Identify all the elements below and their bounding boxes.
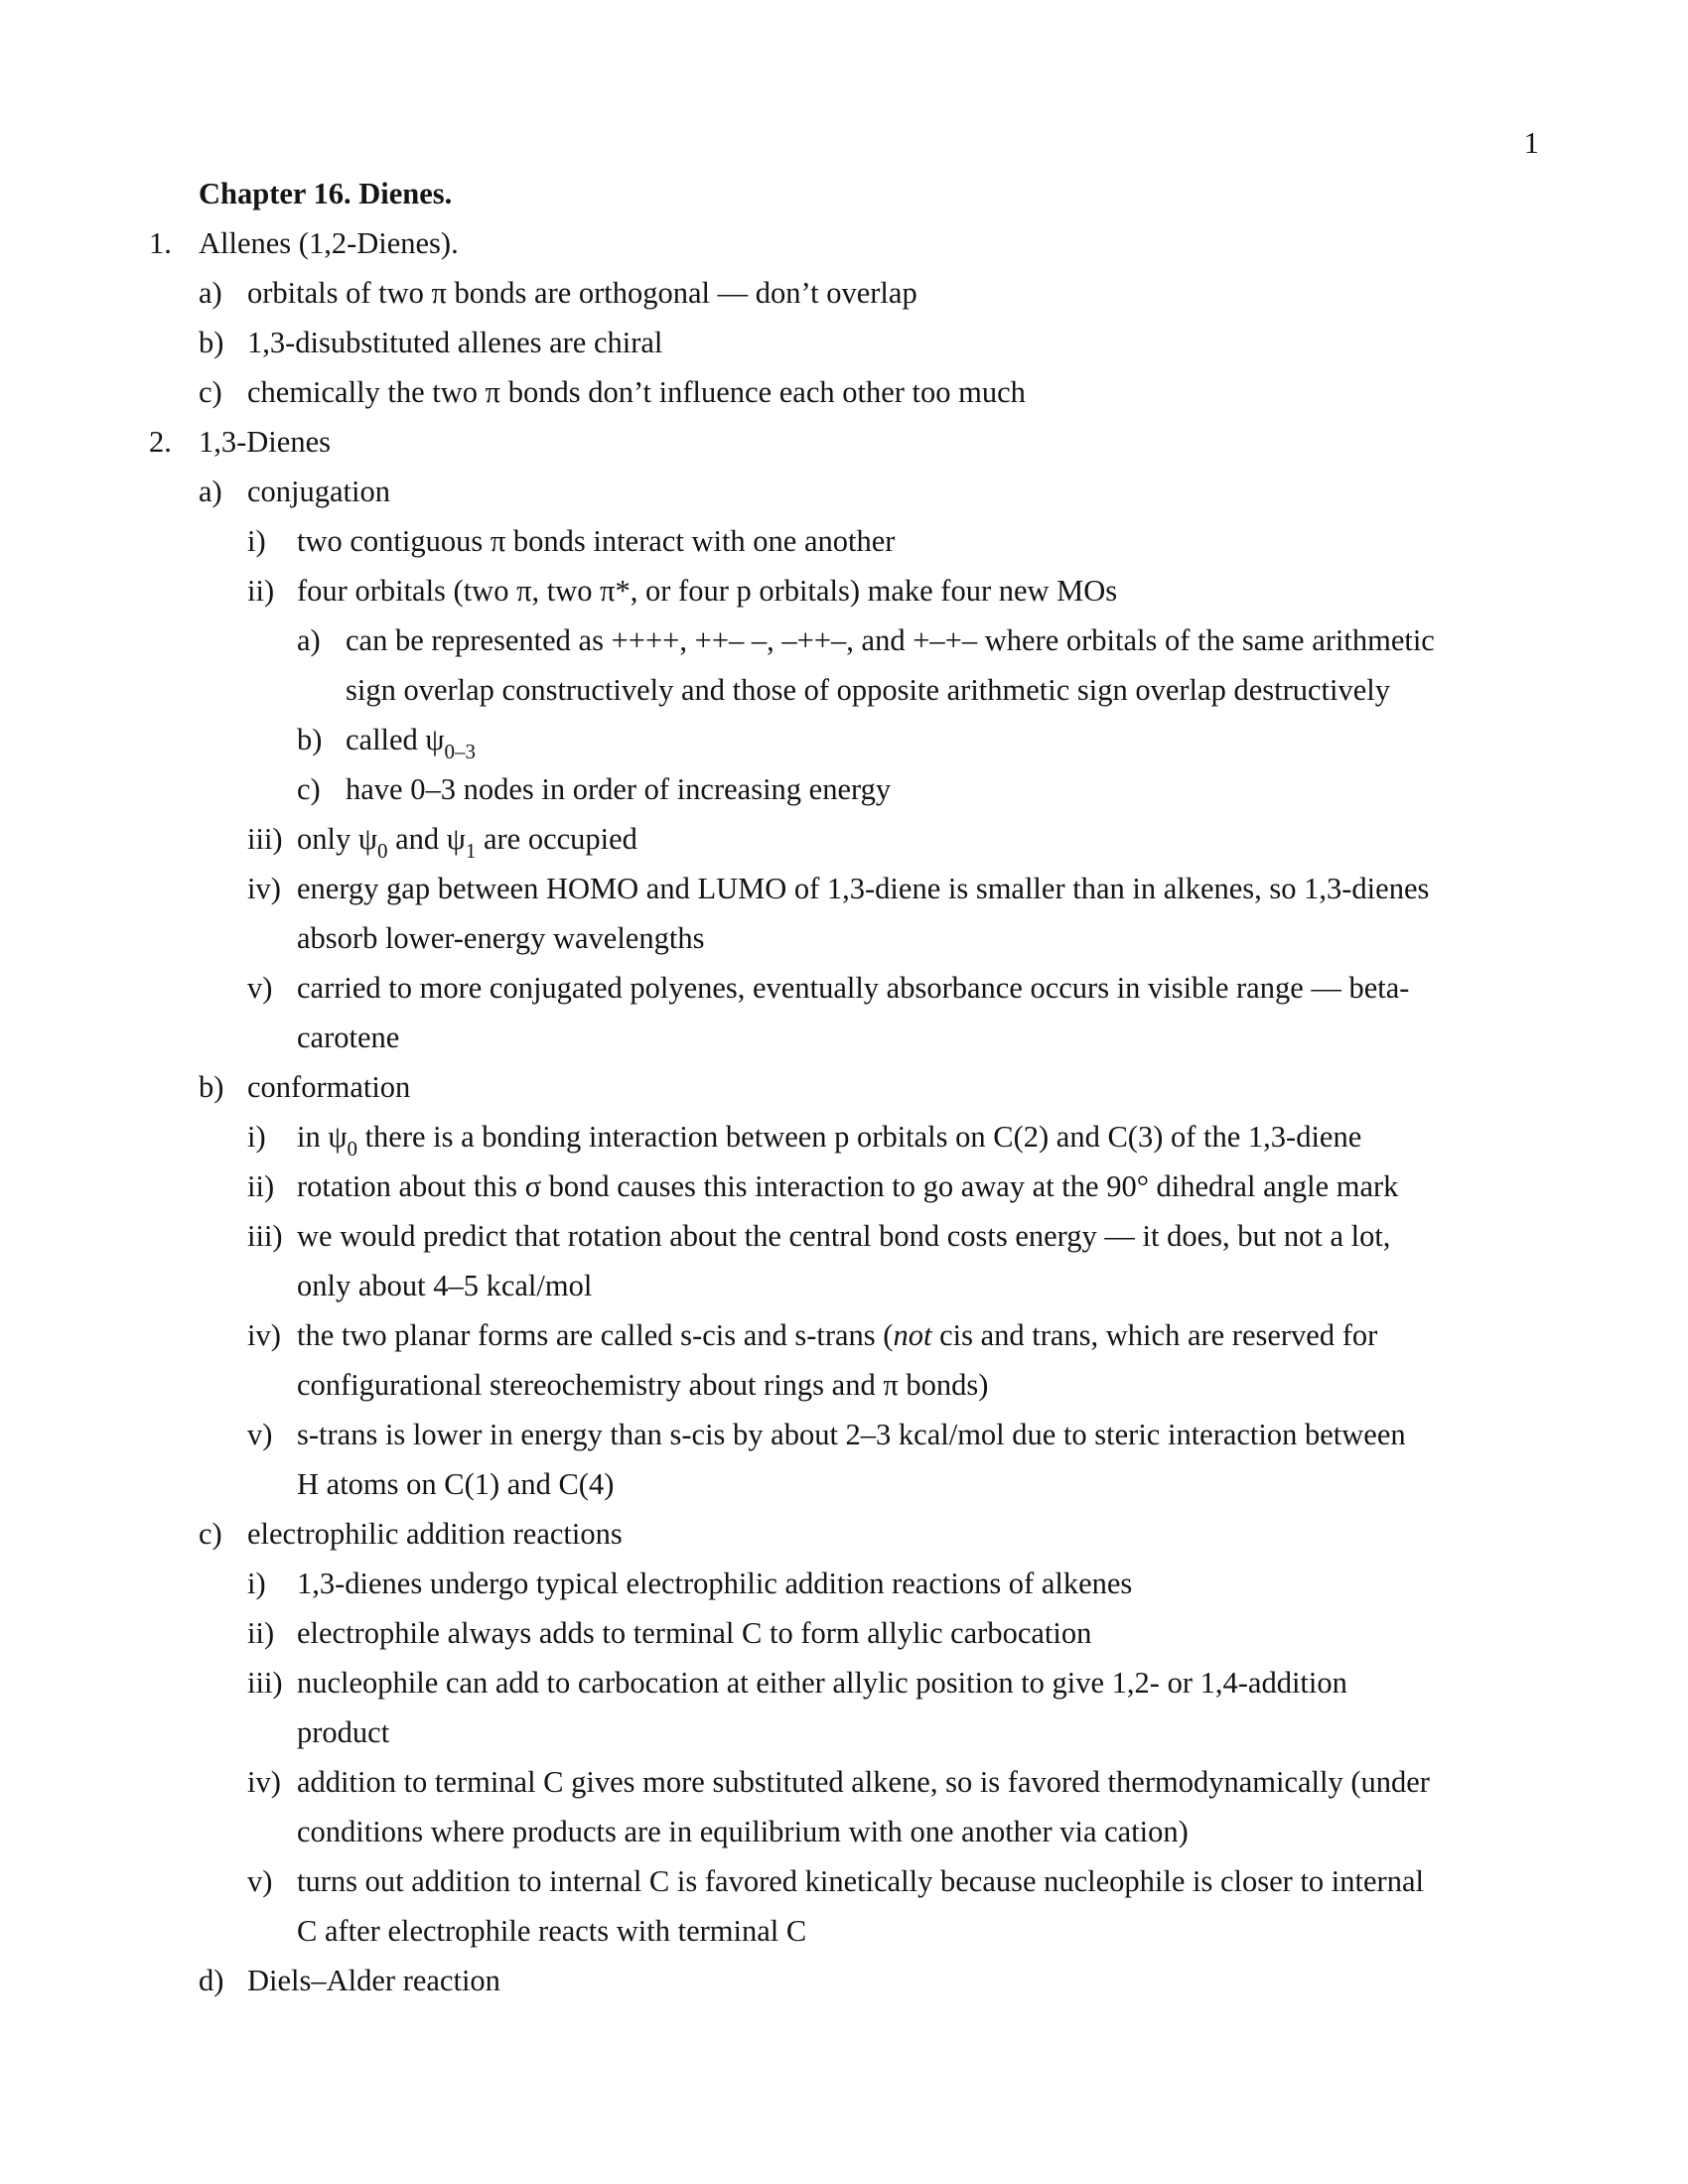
emphasis-text: not (893, 1318, 932, 1352)
outline-item-continuation (297, 1714, 389, 1750)
item-marker: i) (247, 524, 266, 558)
item-text: energy gap between HOMO and LUMO of 1,3-diene is smaller than in alkenes, so 1,3-dienes (297, 872, 1430, 905)
item-marker: ii) (247, 574, 275, 608)
item-text: 1,3-disubstituted allenes are chiral (247, 326, 663, 359)
item-marker: i) (247, 1567, 266, 1600)
item-text: have 0–3 nodes in order of increasing energy (346, 772, 892, 806)
outline-item (247, 374, 1026, 410)
item-marker: b) (199, 326, 224, 359)
item-text: called ψ (346, 723, 445, 756)
item-marker: 2. (149, 425, 172, 459)
item-marker: c) (199, 375, 222, 409)
outline-item (247, 474, 390, 509)
item-marker: iii) (247, 1219, 283, 1253)
item-text: C after electrophile reacts with terminal C (297, 1914, 807, 1948)
outline-item (346, 722, 477, 763)
item-text: sign overlap constructively and those of opposite arithmetic sign overlap destructively (346, 673, 1390, 707)
subscript: 0 (347, 1137, 357, 1160)
outline-item-continuation (297, 1268, 592, 1303)
outline-item-continuation (297, 1020, 399, 1055)
item-text: conjugation (247, 475, 390, 508)
item-marker: iii) (247, 822, 283, 856)
outline-item (297, 1665, 1347, 1701)
item-marker: iii) (247, 1666, 283, 1700)
page-number: 1 (1523, 126, 1539, 160)
outline-item (247, 275, 917, 311)
item-text: absorb lower-energy wavelengths (297, 921, 705, 955)
outline-item (247, 1963, 500, 1998)
item-marker: v) (247, 1418, 273, 1451)
chapter-title: Chapter 16. Dienes. (199, 177, 453, 210)
outline-item (297, 970, 1409, 1006)
outline-item (346, 771, 891, 807)
item-text: there is a bonding interaction between p orbitals on C(2) and C(3) of the 1,3-diene (356, 1120, 1362, 1154)
item-text: chemically the two π bonds don’t influence each other too much (247, 375, 1026, 409)
item-text: are occupied (476, 822, 637, 856)
outline-item (199, 424, 331, 460)
item-marker: c) (297, 772, 321, 806)
outline-item-continuation (297, 1367, 988, 1403)
item-text: Allenes (1,2-Dienes). (199, 226, 459, 260)
outline-item (297, 1218, 1390, 1254)
outline-item (297, 1317, 1377, 1353)
item-text: orbitals of two π bonds are orthogonal — don’t overlap (247, 276, 917, 310)
item-text: rotation about this σ bond causes this interaction to go away at the 90° dihedral angle mark (297, 1169, 1399, 1203)
outline-item (247, 1516, 623, 1552)
subscript: 0–3 (444, 740, 477, 763)
item-text: we would predict that rotation about the central bond costs energy — it does, but not a lot, (297, 1219, 1391, 1253)
item-text: conformation (247, 1070, 411, 1104)
item-text: product (297, 1715, 390, 1749)
item-marker: iv) (247, 1765, 281, 1799)
item-text: H atoms on C(1) and C(4) (297, 1467, 615, 1501)
outline-item (297, 523, 895, 559)
item-marker: iv) (247, 1318, 281, 1352)
item-text: 1,3-dienes undergo typical electrophilic addition reactions of alkenes (297, 1567, 1133, 1600)
item-text: carotene (297, 1021, 400, 1054)
item-text: conditions where products are in equilibrium with one another via cation) (297, 1815, 1189, 1848)
subscript: 1 (465, 839, 477, 863)
item-text: electrophile always adds to terminal C to form allylic carbocation (297, 1616, 1092, 1650)
item-text: and ψ (387, 822, 466, 856)
subscript: 0 (376, 839, 388, 863)
outline-item (247, 325, 662, 360)
outline-item (297, 1615, 1091, 1651)
item-text: the two planar forms are called s-cis and s-trans ( (297, 1318, 894, 1352)
item-text: four orbitals (two π, two π*, or four p orbitals) make four new MOs (297, 574, 1118, 608)
item-marker: v) (247, 1864, 273, 1898)
item-text: 1,3-Dienes (199, 425, 331, 459)
outline-item-continuation (297, 1466, 614, 1502)
item-text: configurational stereochemistry about rings and π bonds) (297, 1368, 989, 1402)
item-marker: a) (297, 623, 321, 657)
outline-item (297, 1566, 1132, 1601)
outline-item-continuation (346, 672, 1390, 708)
outline-item (297, 1119, 1362, 1160)
outline-item (346, 622, 1435, 658)
item-marker: a) (199, 475, 222, 508)
item-text: can be represented as ++++, ++– –, –++–, and +–+– where orbitals of the same arithmetic (346, 623, 1435, 657)
item-text: turns out addition to internal C is favored kinetically because nucleophile is closer to internal (297, 1864, 1424, 1898)
outline-item (297, 1168, 1398, 1204)
outline-item-continuation (297, 1913, 806, 1949)
item-marker: 1. (149, 226, 172, 260)
item-text: electrophilic addition reactions (247, 1517, 623, 1551)
item-text: Diels–Alder reaction (247, 1964, 500, 1997)
item-text: addition to terminal C gives more substituted alkene, so is favored thermodynamically (under (297, 1765, 1430, 1799)
item-text: nucleophile can add to carbocation at either allylic position to give 1,2- or 1,4-addition (297, 1666, 1347, 1700)
item-marker: ii) (247, 1169, 275, 1203)
outline-item (297, 573, 1117, 609)
outline-item-continuation (297, 1814, 1189, 1849)
item-marker: iv) (247, 872, 281, 905)
item-text: s-trans is lower in energy than s-cis by about 2–3 kcal/mol due to steric interaction between (297, 1418, 1406, 1451)
outline-item (297, 1764, 1430, 1800)
outline-item (297, 821, 637, 863)
item-text: in ψ (297, 1120, 348, 1154)
item-marker: b) (297, 723, 323, 756)
outline-item (297, 871, 1429, 906)
item-text: carried to more conjugated polyenes, eventually absorbance occurs in visible range — beta- (297, 971, 1410, 1005)
item-marker: ii) (247, 1616, 275, 1650)
outline-item (297, 1863, 1424, 1899)
item-marker: v) (247, 971, 273, 1005)
item-text: only ψ (297, 822, 377, 856)
outline-item (297, 1417, 1406, 1452)
outline-item (247, 1069, 410, 1105)
outline-item-continuation (297, 920, 704, 956)
item-text: two contiguous π bonds interact with one another (297, 524, 896, 558)
outline-item (199, 225, 459, 261)
item-text: only about 4–5 kcal/mol (297, 1269, 593, 1302)
item-text: cis and trans, which are reserved for (931, 1318, 1378, 1352)
item-marker: a) (199, 276, 222, 310)
item-marker: i) (247, 1120, 266, 1154)
item-marker: b) (199, 1070, 224, 1104)
item-marker: c) (199, 1517, 222, 1551)
item-marker: d) (199, 1964, 224, 1997)
